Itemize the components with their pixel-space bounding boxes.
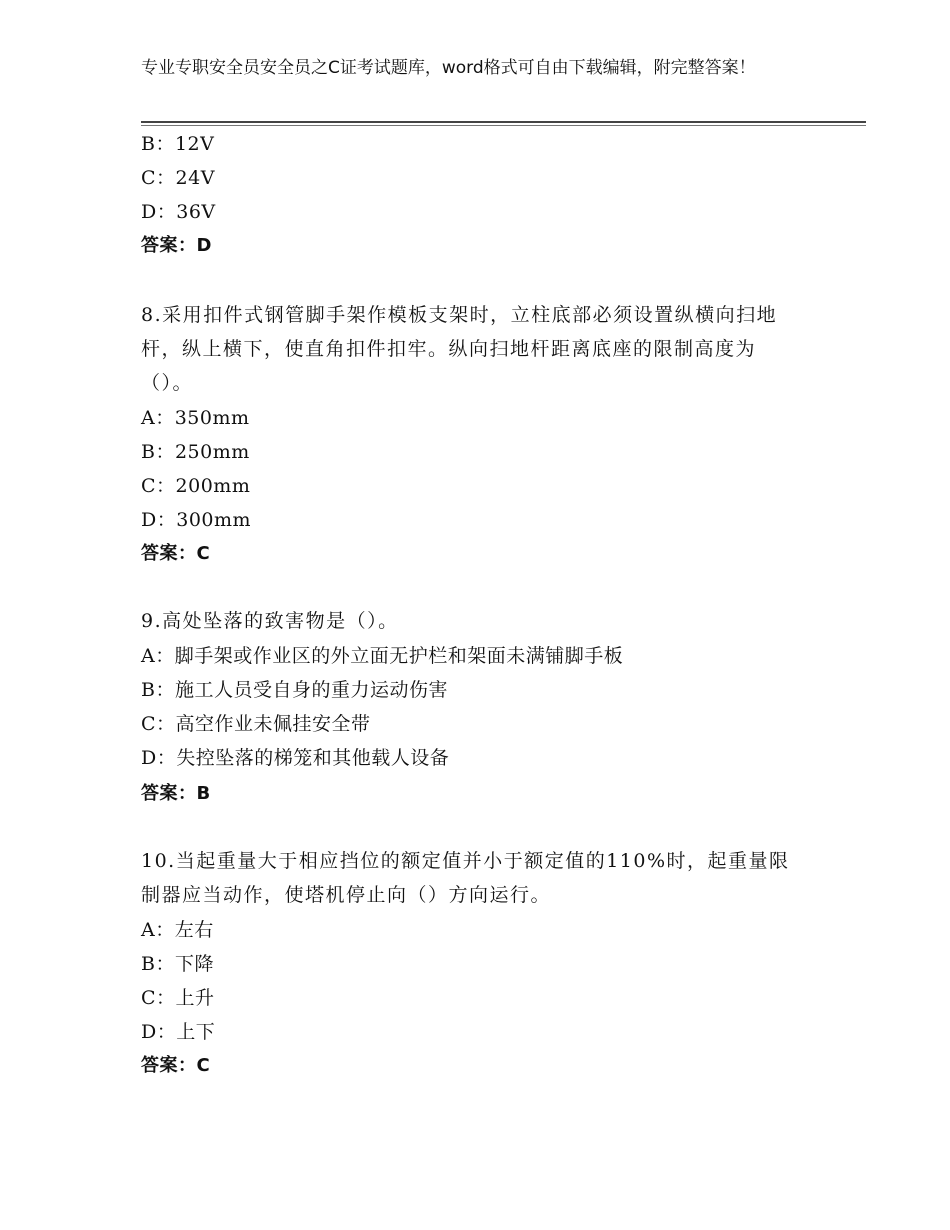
option-a: A：350mm (141, 407, 250, 429)
answer-label: 答案：D (141, 235, 212, 256)
option-a: A：左右 (141, 919, 214, 941)
option-c: C：上升 (141, 987, 215, 1009)
option-d: D：300mm (141, 509, 252, 531)
option-b: B：下降 (141, 953, 214, 975)
option-d: D：36V (141, 201, 216, 223)
option-b: B：施工人员受自身的重力运动伤害 (141, 679, 448, 701)
page-header: 专业专职安全员安全员之C证考试题库，word格式可自由下载编辑，附完整答案！ (141, 58, 756, 78)
option-c: C：200mm (141, 475, 251, 497)
answer-label: 答案：C (141, 1055, 211, 1076)
option-d: D：上下 (141, 1021, 216, 1043)
option-a: A：脚手架或作业区的外立面无护栏和架面未满铺脚手板 (141, 645, 624, 667)
option-b: B：250mm (141, 441, 250, 463)
option-b: B：12V (141, 133, 215, 155)
question-stem: 9.高处坠落的致害物是（）。 (141, 610, 399, 632)
option-d: D：失控坠落的梯笼和其他载人设备 (141, 747, 450, 769)
header-rule-thick (141, 121, 866, 123)
header-rule-thin (141, 125, 866, 126)
answer-label: 答案：C (141, 543, 211, 564)
question-stem: 10.当起重量大于相应挡位的额定值并小于额定值的110%时，起重量限制器应当动作，使塔机停止向（）方向运行。 (141, 850, 790, 906)
option-c: C：高空作业未佩挂安全带 (141, 713, 371, 735)
answer-label: 答案：B (141, 783, 211, 804)
question-stem: 8.采用扣件式钢管脚手架作模板支架时，立柱底部必须设置纵横向扫地杆，纵上横下，使直角扣件扣牢。纵向扫地杆距离底座的限制高度为（）。 (141, 304, 778, 394)
option-c: C：24V (141, 167, 215, 189)
